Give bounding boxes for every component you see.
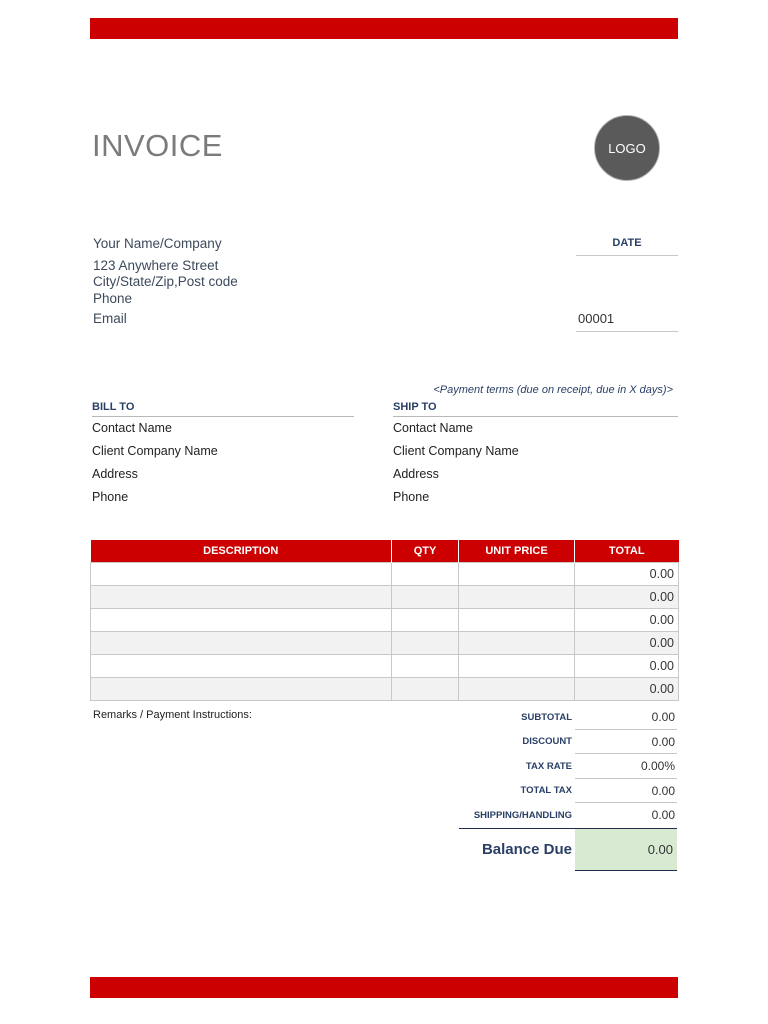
cell-unit-price[interactable] (459, 655, 575, 678)
table-row (91, 586, 679, 609)
cell-total: 0.00 (575, 632, 679, 655)
cell-qty[interactable] (392, 586, 459, 609)
column-header-qty: QTY (392, 540, 459, 563)
sender-street: 123 Anywhere Street (93, 257, 219, 273)
total-tax-row (459, 779, 677, 804)
tax-rate-value[interactable]: 0.00% (575, 754, 677, 779)
cell-description[interactable] (91, 678, 392, 701)
cell-unit-price[interactable] (459, 632, 575, 655)
column-header-unit-price: UNIT PRICE (459, 540, 575, 563)
ship-to-phone[interactable]: Phone (393, 490, 430, 504)
cell-unit-price[interactable] (459, 586, 575, 609)
cell-unit-price[interactable] (459, 563, 575, 586)
cell-qty[interactable] (392, 632, 459, 655)
total-tax-value: 0.00 (575, 779, 677, 804)
balance-due-row (459, 829, 677, 871)
table-row (91, 655, 679, 678)
column-header-total: TOTAL (575, 540, 679, 563)
table-row (91, 678, 679, 701)
cell-unit-price[interactable] (459, 609, 575, 632)
sender-city: City/State/Zip,Post code (93, 274, 238, 289)
shipping-value[interactable]: 0.00 (651, 808, 675, 822)
date-label: DATE (576, 237, 678, 256)
total-tax-label: TOTAL TAX (520, 785, 572, 797)
cell-total: 0.00 (575, 678, 679, 701)
cell-total: 0.00 (575, 586, 679, 609)
bill-to-block (92, 401, 354, 509)
bottom-accent-bar (90, 977, 678, 998)
totals-block (459, 705, 677, 871)
tax-rate-label: TAX RATE (525, 760, 572, 772)
invoice-number[interactable]: 00001 (576, 311, 678, 332)
balance-due-value: 0.00 (575, 829, 677, 871)
bill-to-contact[interactable]: Contact Name (92, 421, 172, 435)
ship-to-address[interactable]: Address (393, 467, 439, 481)
cell-description[interactable] (91, 655, 392, 678)
sender-block (93, 236, 238, 328)
ship-to-heading: SHIP TO (393, 401, 678, 417)
ship-to-contact[interactable]: Contact Name (393, 421, 473, 435)
balance-due-label: Balance Due (481, 840, 572, 858)
remarks-label: Remarks / Payment Instructions: (93, 709, 252, 721)
subtotal-value: 0.00 (575, 705, 677, 730)
invoice-title: INVOICE (92, 128, 223, 163)
discount-value[interactable]: 0.00 (575, 730, 677, 755)
column-header-description: DESCRIPTION (91, 540, 392, 563)
cell-qty[interactable] (392, 678, 459, 701)
payment-terms: <Payment terms (due on receipt, due in X days)> (433, 384, 673, 396)
cell-qty[interactable] (392, 563, 459, 586)
cell-qty[interactable] (392, 609, 459, 632)
tax-rate-row (459, 754, 677, 779)
cell-description[interactable] (91, 563, 392, 586)
cell-qty[interactable] (392, 655, 459, 678)
cell-description[interactable] (91, 586, 392, 609)
cell-total: 0.00 (575, 563, 679, 586)
table-row (91, 563, 679, 586)
bill-to-address[interactable]: Address (92, 467, 138, 481)
subtotal-label: SUBTOTAL (521, 711, 572, 723)
discount-row (459, 730, 677, 755)
table-header-row (91, 540, 679, 563)
subtotal-row (459, 705, 677, 730)
sender-phone: Phone (93, 290, 133, 306)
bill-to-phone[interactable]: Phone (92, 490, 129, 504)
sender-name: Your Name/Company (93, 236, 222, 251)
table-row (91, 609, 679, 632)
ship-to-company[interactable]: Client Company Name (393, 444, 519, 458)
cell-total: 0.00 (575, 655, 679, 678)
bill-to-heading: BILL TO (92, 401, 354, 417)
table-row (91, 632, 679, 655)
sender-email: Email (93, 311, 127, 326)
bill-to-company[interactable]: Client Company Name (92, 444, 218, 458)
logo-placeholder (594, 115, 660, 181)
top-accent-bar (90, 18, 678, 39)
line-items-table (90, 540, 679, 701)
discount-label: DISCOUNT (522, 736, 572, 748)
shipping-label: SHIPPING/HANDLING (473, 809, 572, 821)
ship-to-block (393, 401, 678, 509)
logo-text: LOGO (608, 140, 646, 156)
shipping-row (459, 803, 677, 828)
cell-description[interactable] (91, 632, 392, 655)
cell-description[interactable] (91, 609, 392, 632)
cell-total: 0.00 (575, 609, 679, 632)
cell-unit-price[interactable] (459, 678, 575, 701)
